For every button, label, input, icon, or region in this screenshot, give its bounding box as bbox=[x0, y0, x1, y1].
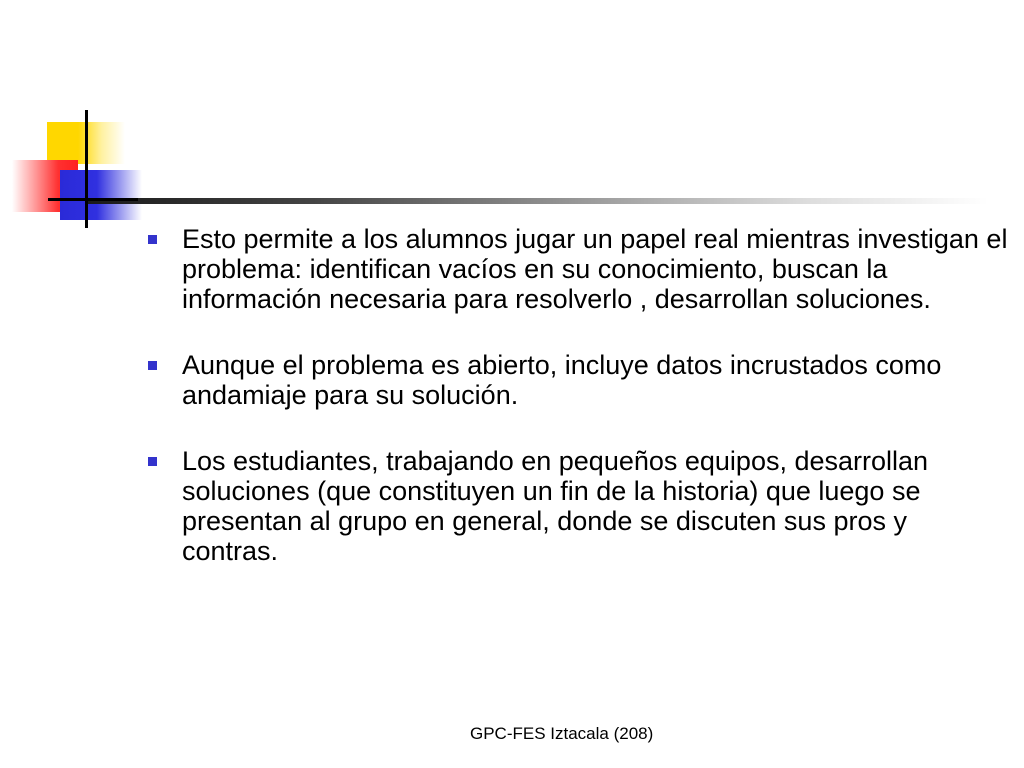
bullet-item bbox=[148, 446, 1008, 566]
decorative-horizontal-line bbox=[48, 198, 138, 201]
bullet-item bbox=[148, 350, 1008, 410]
bullet-item bbox=[148, 224, 1008, 314]
square-bullet-icon bbox=[148, 361, 157, 370]
bullet-text: Aunque el problema es abierto, incluye datos incrustados como andamiaje para su solución. bbox=[182, 350, 942, 410]
square-bullet-icon bbox=[148, 235, 157, 244]
bullet-list bbox=[148, 224, 1008, 602]
bullet-text: Los estudiantes, trabajando en pequeños equipos, desarrollan soluciones (que constituyen un fin de la historia) que luego se presentan al grupo en general, donde se discuten sus pros y contras. bbox=[182, 446, 929, 566]
title-divider-line bbox=[88, 198, 988, 204]
square-bullet-icon bbox=[148, 457, 157, 466]
decorative-blue-square bbox=[60, 170, 142, 220]
decorative-vertical-line bbox=[85, 110, 88, 228]
slide-footer: GPC-FES Iztacala (208) bbox=[470, 724, 654, 743]
bullet-text: Esto permite a los alumnos jugar un papel real mientras investigan el problema: identifican vacíos en su conocimiento, buscan la información necesaria para resolverlo , desarrollan soluciones. bbox=[182, 224, 1008, 314]
